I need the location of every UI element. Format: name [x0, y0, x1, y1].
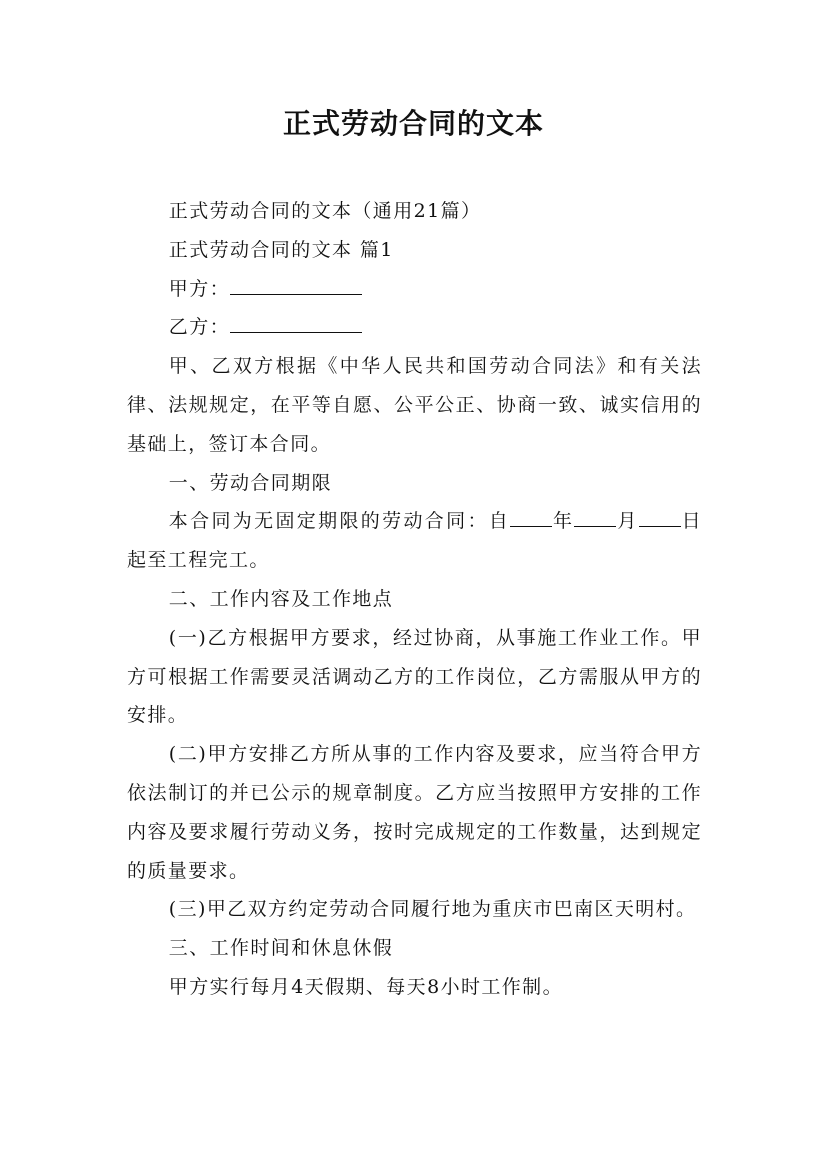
section-1-text-start: 本合同为无固定期限的劳动合同：自 — [168, 510, 511, 533]
month-label: 月 — [616, 510, 639, 533]
section-2-heading: 二、工作内容及工作地点 — [168, 587, 394, 610]
section-1-text-end: 日起至工程完工。 — [127, 510, 702, 572]
preamble-paragraph: 甲、乙双方根据《中华人民共和国劳动合同法》和有关法律、法规规定，在平等自愿、公平公正、协商一致、诚实信用的基础上，签订本合同。 — [127, 355, 702, 455]
section-2-item-2: (二)甲方安排乙方所从事的工作内容及要求，应当符合甲方依法制订的并已公示的规章制度。乙方应当按照甲方安排的工作内容及要求履行劳动义务，按时完成规定的工作数量，达到规定的质量要求。 — [127, 743, 702, 882]
party-a-label: 甲方： — [168, 277, 230, 300]
section-1-heading: 一、劳动合同期限 — [168, 471, 332, 494]
section-3-heading: 三、工作时间和休息休假 — [168, 937, 394, 960]
document-title: 正式劳动合同的文本 — [282, 107, 544, 140]
intro-line: 正式劳动合同的文本（通用21篇） — [168, 200, 482, 222]
party-a-blank — [230, 274, 362, 295]
section-1-paragraph — [127, 502, 702, 580]
party-b-label: 乙方： — [168, 316, 230, 339]
document-body — [127, 192, 702, 1007]
start-year-blank — [510, 506, 552, 527]
party-b-blank — [230, 312, 362, 333]
start-month-blank — [574, 506, 616, 527]
section-2-item-1: (一)乙方根据甲方要求，经过协商，从事施工作业工作。甲方可根据工作需要灵活调动乙方的工作岗位，乙方需服从甲方的安排。 — [127, 626, 702, 727]
party-b-line — [127, 308, 702, 347]
year-label: 年 — [552, 510, 575, 533]
start-day-blank — [639, 506, 681, 527]
article-heading: 正式劳动合同的文本 篇1 — [168, 238, 394, 261]
section-2-item-3: (三)甲乙双方约定劳动合同履行地为重庆市巴南区天明村。 — [168, 898, 697, 921]
section-3-paragraph: 甲方实行每月4天假期、每天8小时工作制。 — [168, 975, 563, 998]
party-a-line — [127, 270, 702, 309]
